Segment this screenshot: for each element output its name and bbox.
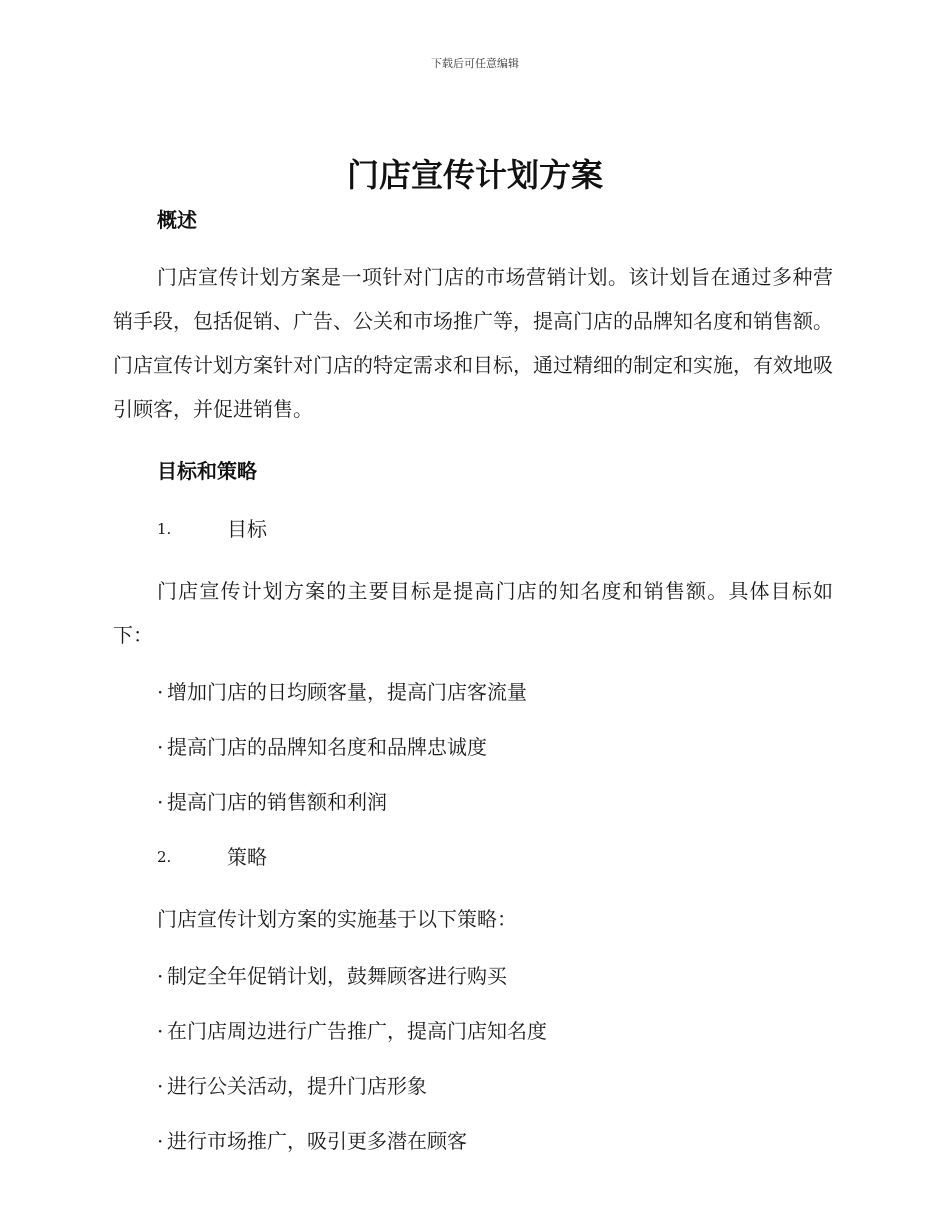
overview-paragraph: 门店宣传计划方案是一项针对门店的市场营销计划。该计划旨在通过多种营销手段，包括促销、广告、公关和市场推广等，提高门店的品牌知名度和销售额。门店宣传计划方案针对门店的特定需求和目标，通过精细的制定和实施，有效地吸引顾客，并促进销售。 (113, 265, 833, 421)
bullet-icon: · (157, 964, 164, 988)
goal-intro-paragraph: 门店宣传计划方案的主要目标是提高门店的知名度和销售额。具体目标如下： (113, 579, 833, 647)
list-item-text: 提高门店的销售额和利润 (167, 790, 387, 814)
list-number: 2. (157, 848, 172, 866)
list-item-text: 进行公关活动，提升门店形象 (167, 1074, 427, 1098)
list-item (157, 787, 833, 817)
document-body (113, 205, 833, 1156)
list-label: 目标 (227, 517, 267, 541)
list-item (157, 1016, 833, 1046)
list-item-text: 制定全年促销计划，鼓舞顾客进行购买 (167, 964, 507, 988)
list-item (157, 732, 833, 762)
strategy-intro-paragraph: 门店宣传计划方案的实施基于以下策略： (157, 907, 517, 931)
bullet-icon: · (157, 1129, 164, 1153)
list-item-text: 在门店周边进行广告推广，提高门店知名度 (167, 1019, 547, 1043)
list-item-text: 增加门店的日均顾客量，提高门店客流量 (167, 680, 527, 704)
list-item (157, 1071, 833, 1101)
bullet-icon: · (157, 1019, 164, 1043)
list-number: 1. (157, 520, 172, 538)
list-item (157, 961, 833, 991)
bullet-icon: · (157, 790, 164, 814)
numbered-item-strategy (157, 842, 833, 872)
bullet-icon: · (157, 1074, 164, 1098)
list-item (157, 677, 833, 707)
section-heading-goals-strategy: 目标和策略 (157, 459, 257, 483)
list-item-text: 进行市场推广，吸引更多潜在顾客 (167, 1129, 467, 1153)
page-header: 下载后可任意编辑 (431, 57, 519, 70)
list-label: 策略 (227, 845, 267, 869)
document-title: 门店宣传计划方案 (346, 156, 603, 194)
list-item (157, 1126, 833, 1156)
bullet-icon: · (157, 680, 164, 704)
bullet-icon: · (157, 735, 164, 759)
list-item-text: 提高门店的品牌知名度和品牌忠诚度 (167, 735, 487, 759)
numbered-item-goal (157, 514, 833, 544)
section-heading-overview: 概述 (157, 208, 197, 232)
